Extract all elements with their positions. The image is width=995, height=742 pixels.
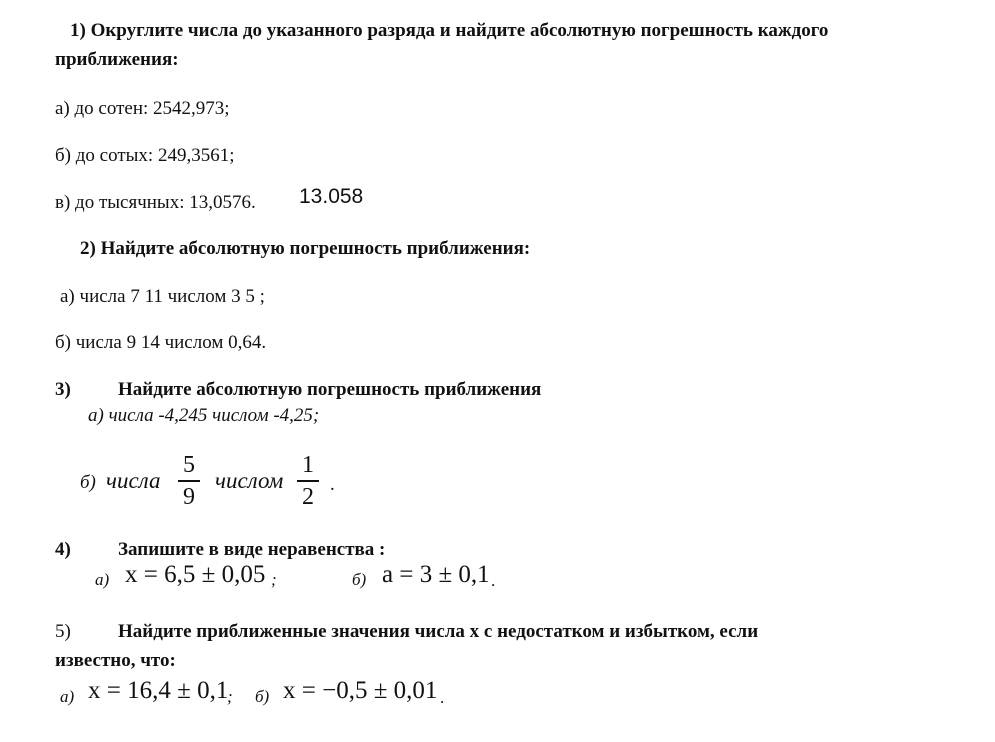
task3-item-b-word1: числа (106, 468, 161, 493)
task5-title-line2: известно, что: (55, 650, 176, 671)
task4-number: 4) (55, 539, 71, 560)
task5-item-b-end: . (440, 688, 445, 707)
task1-title-line1: 1) Округлите числа до указанного разряда и найдите абсолютную погрешность каждого (70, 20, 829, 41)
task3-item-b-word2: числом (215, 468, 284, 493)
task5-title-line1: Найдите приближенные значения числа x с недостатком и избытком, если (118, 621, 759, 642)
fraction-denominator: 9 (183, 483, 195, 510)
task5-item-b-label: б) (255, 687, 270, 706)
task1-item-b: б) до сотых: 249,3561; (55, 145, 235, 166)
task1-title-line2: приближения: (55, 49, 179, 70)
fraction-1-2 (297, 452, 319, 510)
task3-item-a: а) числа -4,245 числом -4,25; (88, 405, 320, 426)
task5-item-a-expr: x = 16,4 ± 0,1 (88, 677, 229, 704)
fraction-numerator: 1 (302, 452, 314, 478)
task4-item-a-end: ; (271, 570, 277, 589)
task1-item-c: в) до тысячных: 13,0576. (55, 192, 256, 213)
task4-title: Запишите в виде неравенства : (118, 539, 386, 560)
task5-item-a-label: а) (60, 687, 75, 706)
task5-item-b-expr: x = −0,5 ± 0,01 (283, 677, 438, 704)
task4-item-a-label: а) (95, 570, 110, 589)
task4-item-b-label: б) (352, 570, 367, 589)
handwritten-answer: 13.058 (299, 185, 364, 208)
task4-item-b-expr: a = 3 ± 0,1 (382, 561, 490, 588)
task3-title: Найдите абсолютную погрешность приближения (118, 379, 542, 400)
task4-item-b-end: . (491, 571, 496, 590)
task3-number: 3) (55, 379, 71, 400)
task5-item-a-end: ; (227, 687, 233, 706)
fraction-5-9 (178, 452, 200, 510)
fraction-bar (297, 480, 319, 482)
fraction-bar (178, 480, 200, 482)
task2-title: 2) Найдите абсолютную погрешность приближения: (80, 238, 531, 259)
task1-item-a: а) до сотен: 2542,973; (55, 98, 230, 119)
task2-item-a: а) числа 7 11 числом 3 5 ; (60, 286, 265, 307)
task4-item-a-expr: x = 6,5 ± 0,05 (125, 561, 266, 588)
fraction-numerator: 5 (183, 452, 195, 478)
task5-number: 5) (55, 621, 71, 642)
task3-item-b-end: . (330, 474, 335, 495)
task2-item-b: б) числа 9 14 числом 0,64. (55, 332, 267, 353)
fraction-denominator: 2 (302, 483, 314, 510)
task3-item-b-prefix: б) (80, 472, 96, 493)
